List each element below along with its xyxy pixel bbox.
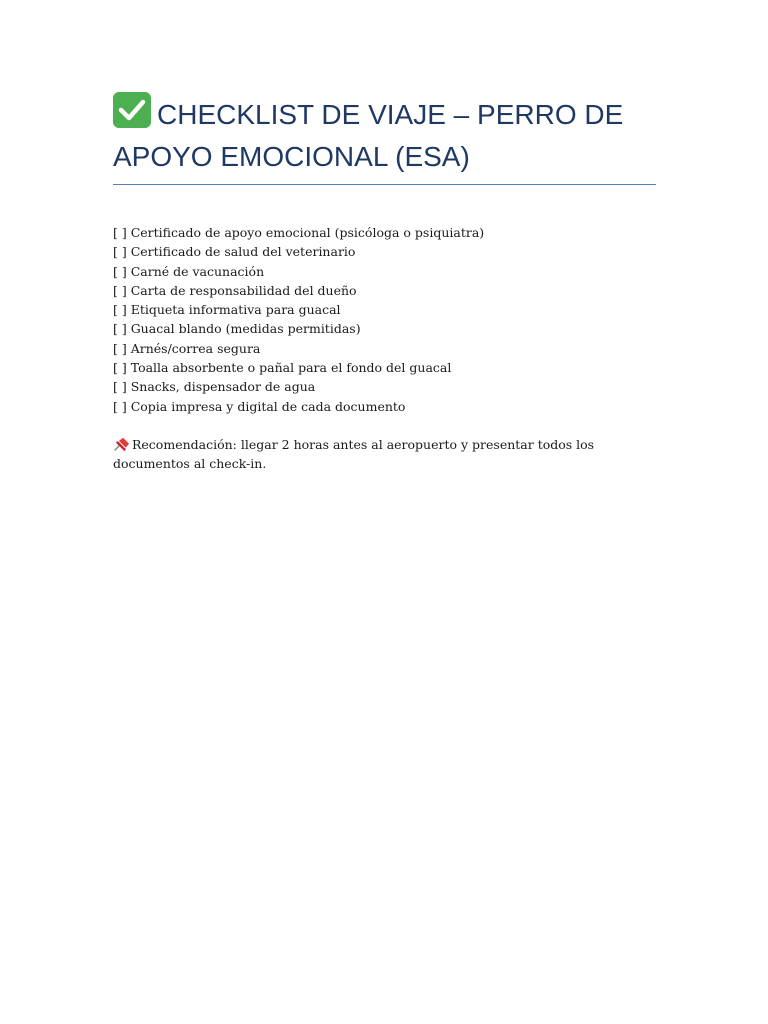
checklist-item: [ ] Toalla absorbente o pañal para el fondo del guacal	[113, 360, 452, 376]
page-title-text: CHECKLIST DE VIAJE – PERRO DE APOYO EMOCIONAL (ESA)	[113, 99, 624, 172]
checklist	[113, 223, 656, 416]
checklist-item: [ ] Copia impresa y digital de cada documento	[113, 398, 406, 414]
check-mark-icon	[113, 92, 151, 128]
checklist-item: [ ] Carné de vacunación	[113, 263, 265, 279]
checklist-item: [ ] Arnés/correa segura	[113, 340, 261, 356]
pushpin-icon	[113, 437, 130, 451]
document-page	[113, 92, 656, 486]
checklist-item: [ ] Etiqueta informativa para guacal	[113, 302, 341, 318]
checklist-item: [ ] Certificado de salud del veterinario	[113, 244, 356, 260]
recommendation-note	[113, 435, 656, 474]
recommendation-text: Recomendación: llegar 2 horas antes al aeropuerto y presentar todos los documentos al check-in.	[113, 436, 595, 472]
checklist-item: [ ] Carta de responsabilidad del dueño	[113, 282, 357, 298]
page-title	[113, 92, 656, 185]
checklist-item: [ ] Guacal blando (medidas permitidas)	[113, 321, 361, 337]
checklist-item: [ ] Certificado de apoyo emocional (psicóloga o psiquiatra)	[113, 225, 485, 240]
checklist-item: [ ] Snacks, dispensador de agua	[113, 379, 316, 395]
